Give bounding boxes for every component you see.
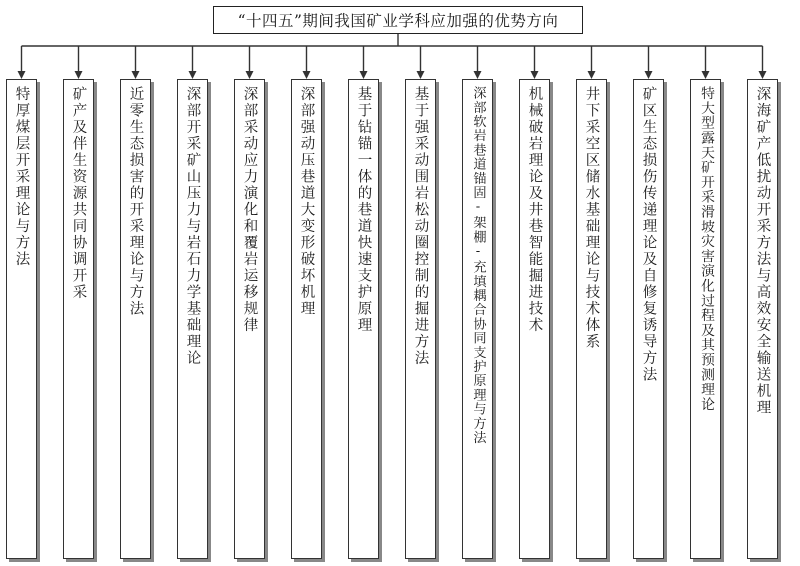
direction-node — [348, 79, 379, 559]
arrowhead — [474, 71, 482, 79]
direction-label: 深部采动应力演化和覆岩运移规律 — [241, 86, 258, 334]
arrowhead — [360, 71, 368, 79]
direction-node — [747, 79, 778, 559]
arrowhead — [189, 71, 197, 79]
direction-node — [120, 79, 151, 559]
direction-label: 近零生态损害的开采理论与方法 — [127, 86, 144, 317]
direction-node — [519, 79, 550, 559]
direction-label: 井下采空区储水基础理论与技术体系 — [583, 86, 600, 350]
direction-node — [405, 79, 436, 559]
direction-node — [633, 79, 664, 559]
root-title: “十四五”期间我国矿业学科应加强的优势方向 — [237, 12, 559, 30]
arrowhead — [75, 71, 83, 79]
direction-label: 特厚煤层开采理论与方法 — [13, 86, 30, 268]
direction-node — [177, 79, 208, 559]
direction-label: 特大型露天矿开采滑坡灾害演化过程及其预测理论 — [698, 86, 714, 412]
direction-node — [690, 79, 721, 559]
direction-node — [291, 79, 322, 559]
direction-label: 基于强采动围岩松动圈控制的掘进方法 — [412, 86, 429, 367]
arrowhead — [132, 71, 140, 79]
arrowhead — [246, 71, 254, 79]
direction-label: 矿区生态损伤传递理论及自修复诱导方法 — [640, 86, 657, 383]
direction-node — [462, 79, 493, 559]
arrowhead — [417, 71, 425, 79]
direction-node — [6, 79, 37, 559]
arrowhead — [645, 71, 653, 79]
direction-node — [576, 79, 607, 559]
direction-node — [234, 79, 265, 559]
direction-node — [63, 79, 94, 559]
arrowhead — [759, 71, 767, 79]
direction-label: 基于钻锚一体的巷道快速支护原理 — [355, 86, 372, 334]
direction-label: 深部开采矿山压力与岩石力学基础理论 — [184, 86, 201, 367]
direction-label: 矿产及伴生资源共同协调开采 — [70, 86, 87, 301]
arrowhead — [531, 71, 539, 79]
arrowhead — [18, 71, 26, 79]
root-node — [213, 6, 583, 34]
arrowhead — [303, 71, 311, 79]
arrowhead — [588, 71, 596, 79]
direction-label: 深部软岩巷道锚固-架棚-充填耦合协同支护原理与方法 — [470, 86, 486, 445]
direction-label: 深海矿产低扰动开采方法与高效安全输送机理 — [754, 86, 771, 416]
direction-label: 深部强动压巷道大变形破坏机理 — [298, 86, 315, 317]
arrowhead — [702, 71, 710, 79]
direction-label: 机械破岩理论及井巷智能掘进技术 — [526, 86, 543, 334]
